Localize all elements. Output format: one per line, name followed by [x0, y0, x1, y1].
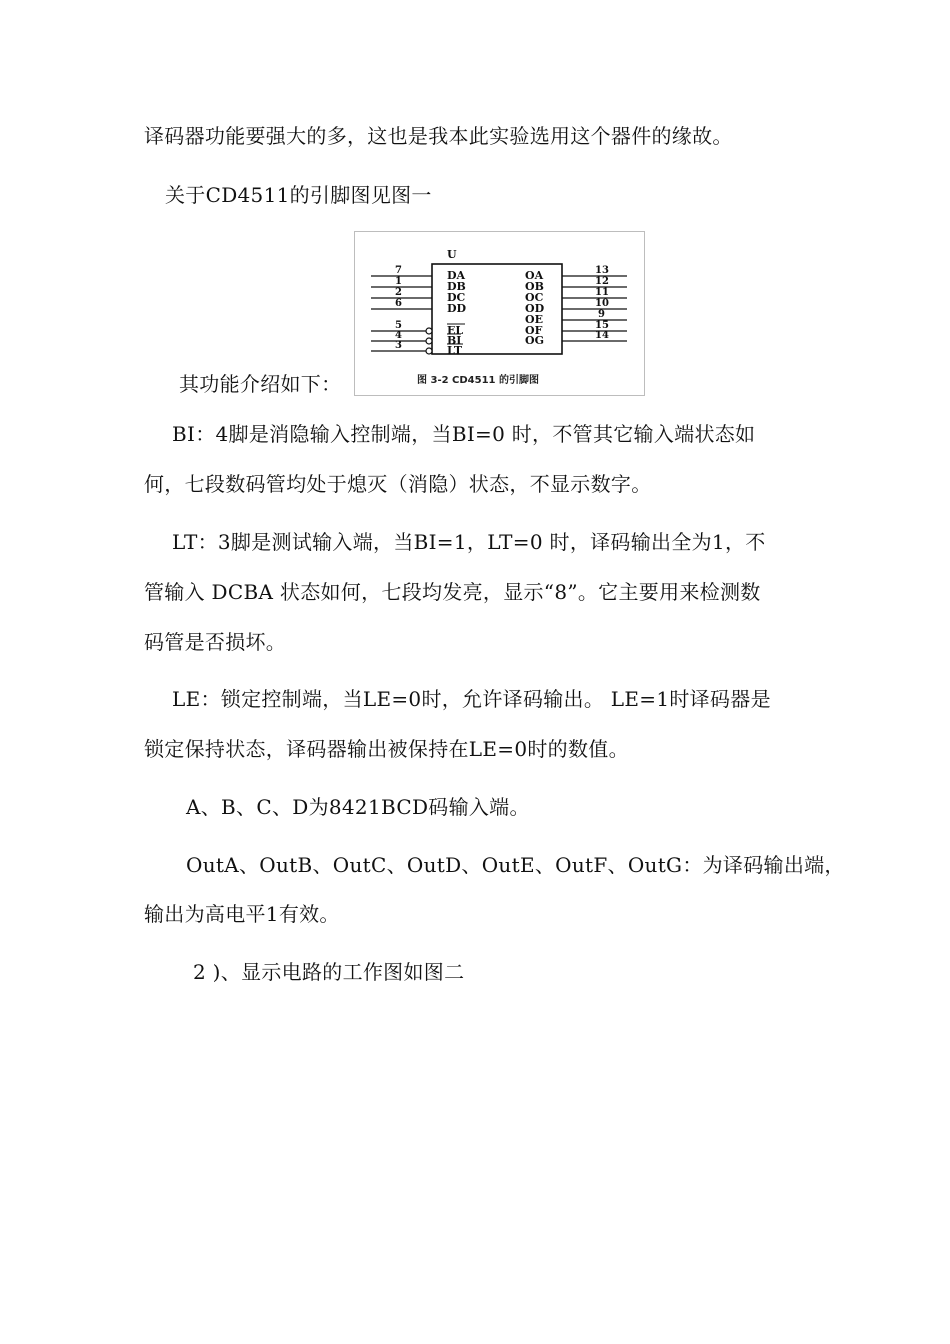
- pin-number: 6: [395, 298, 402, 309]
- inversion-bubbles: [426, 328, 432, 354]
- pin-number: 15: [595, 320, 609, 331]
- pin-label-of: OF: [525, 324, 543, 337]
- pin-number: 4: [395, 330, 402, 341]
- pin-number: 11: [595, 287, 609, 298]
- paragraph-line: LE：锁定控制端，当LE=0时，允许译码输出。 LE=1时译码器是: [172, 687, 771, 711]
- pin-label-od: OD: [525, 302, 545, 315]
- figure-caption: 图 3-2 CD4511 的引脚图: [417, 375, 539, 386]
- pin-label-dc: DC: [447, 291, 466, 304]
- paragraph-line: 管输入 DCBA 状态如何，七段均发亮，显示“8”。它主要用来检测数: [144, 580, 761, 604]
- pin-number: 14: [595, 330, 609, 341]
- pin-number: 10: [595, 298, 609, 309]
- pin-label-oe: OE: [525, 313, 543, 326]
- paragraph-line: A、B、C、D为8421BCD码输入端。: [186, 795, 530, 819]
- paragraph-line: 码管是否损坏。: [144, 630, 287, 654]
- paragraph-line: 何，七段数码管均处于熄灭（消隐）状态，不显示数字。: [144, 472, 652, 496]
- pin-label-oc: OC: [525, 291, 544, 304]
- paragraph-line: 2 )、显示电路的工作图如图二: [193, 960, 465, 984]
- pin-label-da: DA: [447, 269, 466, 282]
- paragraph-line: OutA、OutB、OutC、OutD、OutE、OutF、OutG：为译码输出端，: [186, 853, 845, 877]
- paragraph-line: 输出为高电平1有效。: [144, 902, 340, 926]
- pin-number: 9: [598, 309, 605, 320]
- pin-label-db: DB: [447, 280, 466, 293]
- cd4511-pinout-figure: [354, 231, 645, 396]
- pin-label-bi: BI: [447, 334, 462, 347]
- pin-number: 13: [595, 265, 609, 276]
- pin-label-og: OG: [525, 334, 544, 347]
- pin-number: 3: [395, 340, 402, 351]
- pin-label-ob: OB: [525, 280, 544, 293]
- pin-label-oa: OA: [525, 269, 544, 282]
- chip-ref-label: U: [447, 248, 457, 261]
- paragraph-line: 译码器功能要强大的多，这也是我本此实验选用这个器件的缘故。: [144, 124, 733, 148]
- pin-label-dd: DD: [447, 302, 467, 315]
- pin-number: 2: [395, 287, 402, 298]
- pin-number: 1: [395, 276, 402, 287]
- pin-number: 5: [395, 320, 402, 331]
- paragraph-line: 其功能介绍如下：: [179, 372, 342, 396]
- paragraph-line: 锁定保持状态，译码器输出被保持在LE=0时的数值。: [144, 737, 629, 761]
- paragraph-line: 关于CD4511的引脚图见图一: [165, 183, 432, 207]
- paragraph-line: BI：4脚是消隐输入控制端，当BI=0 时，不管其它输入端状态如: [172, 422, 756, 446]
- pin-number: 12: [595, 276, 609, 287]
- pin-label-lt: LT: [447, 344, 463, 357]
- pin-label-el: EL: [447, 324, 464, 337]
- paragraph-line: LT：3脚是测试输入端，当BI=1，LT=0 时，译码输出全为1，不: [172, 530, 766, 554]
- pin-number: 7: [395, 265, 402, 276]
